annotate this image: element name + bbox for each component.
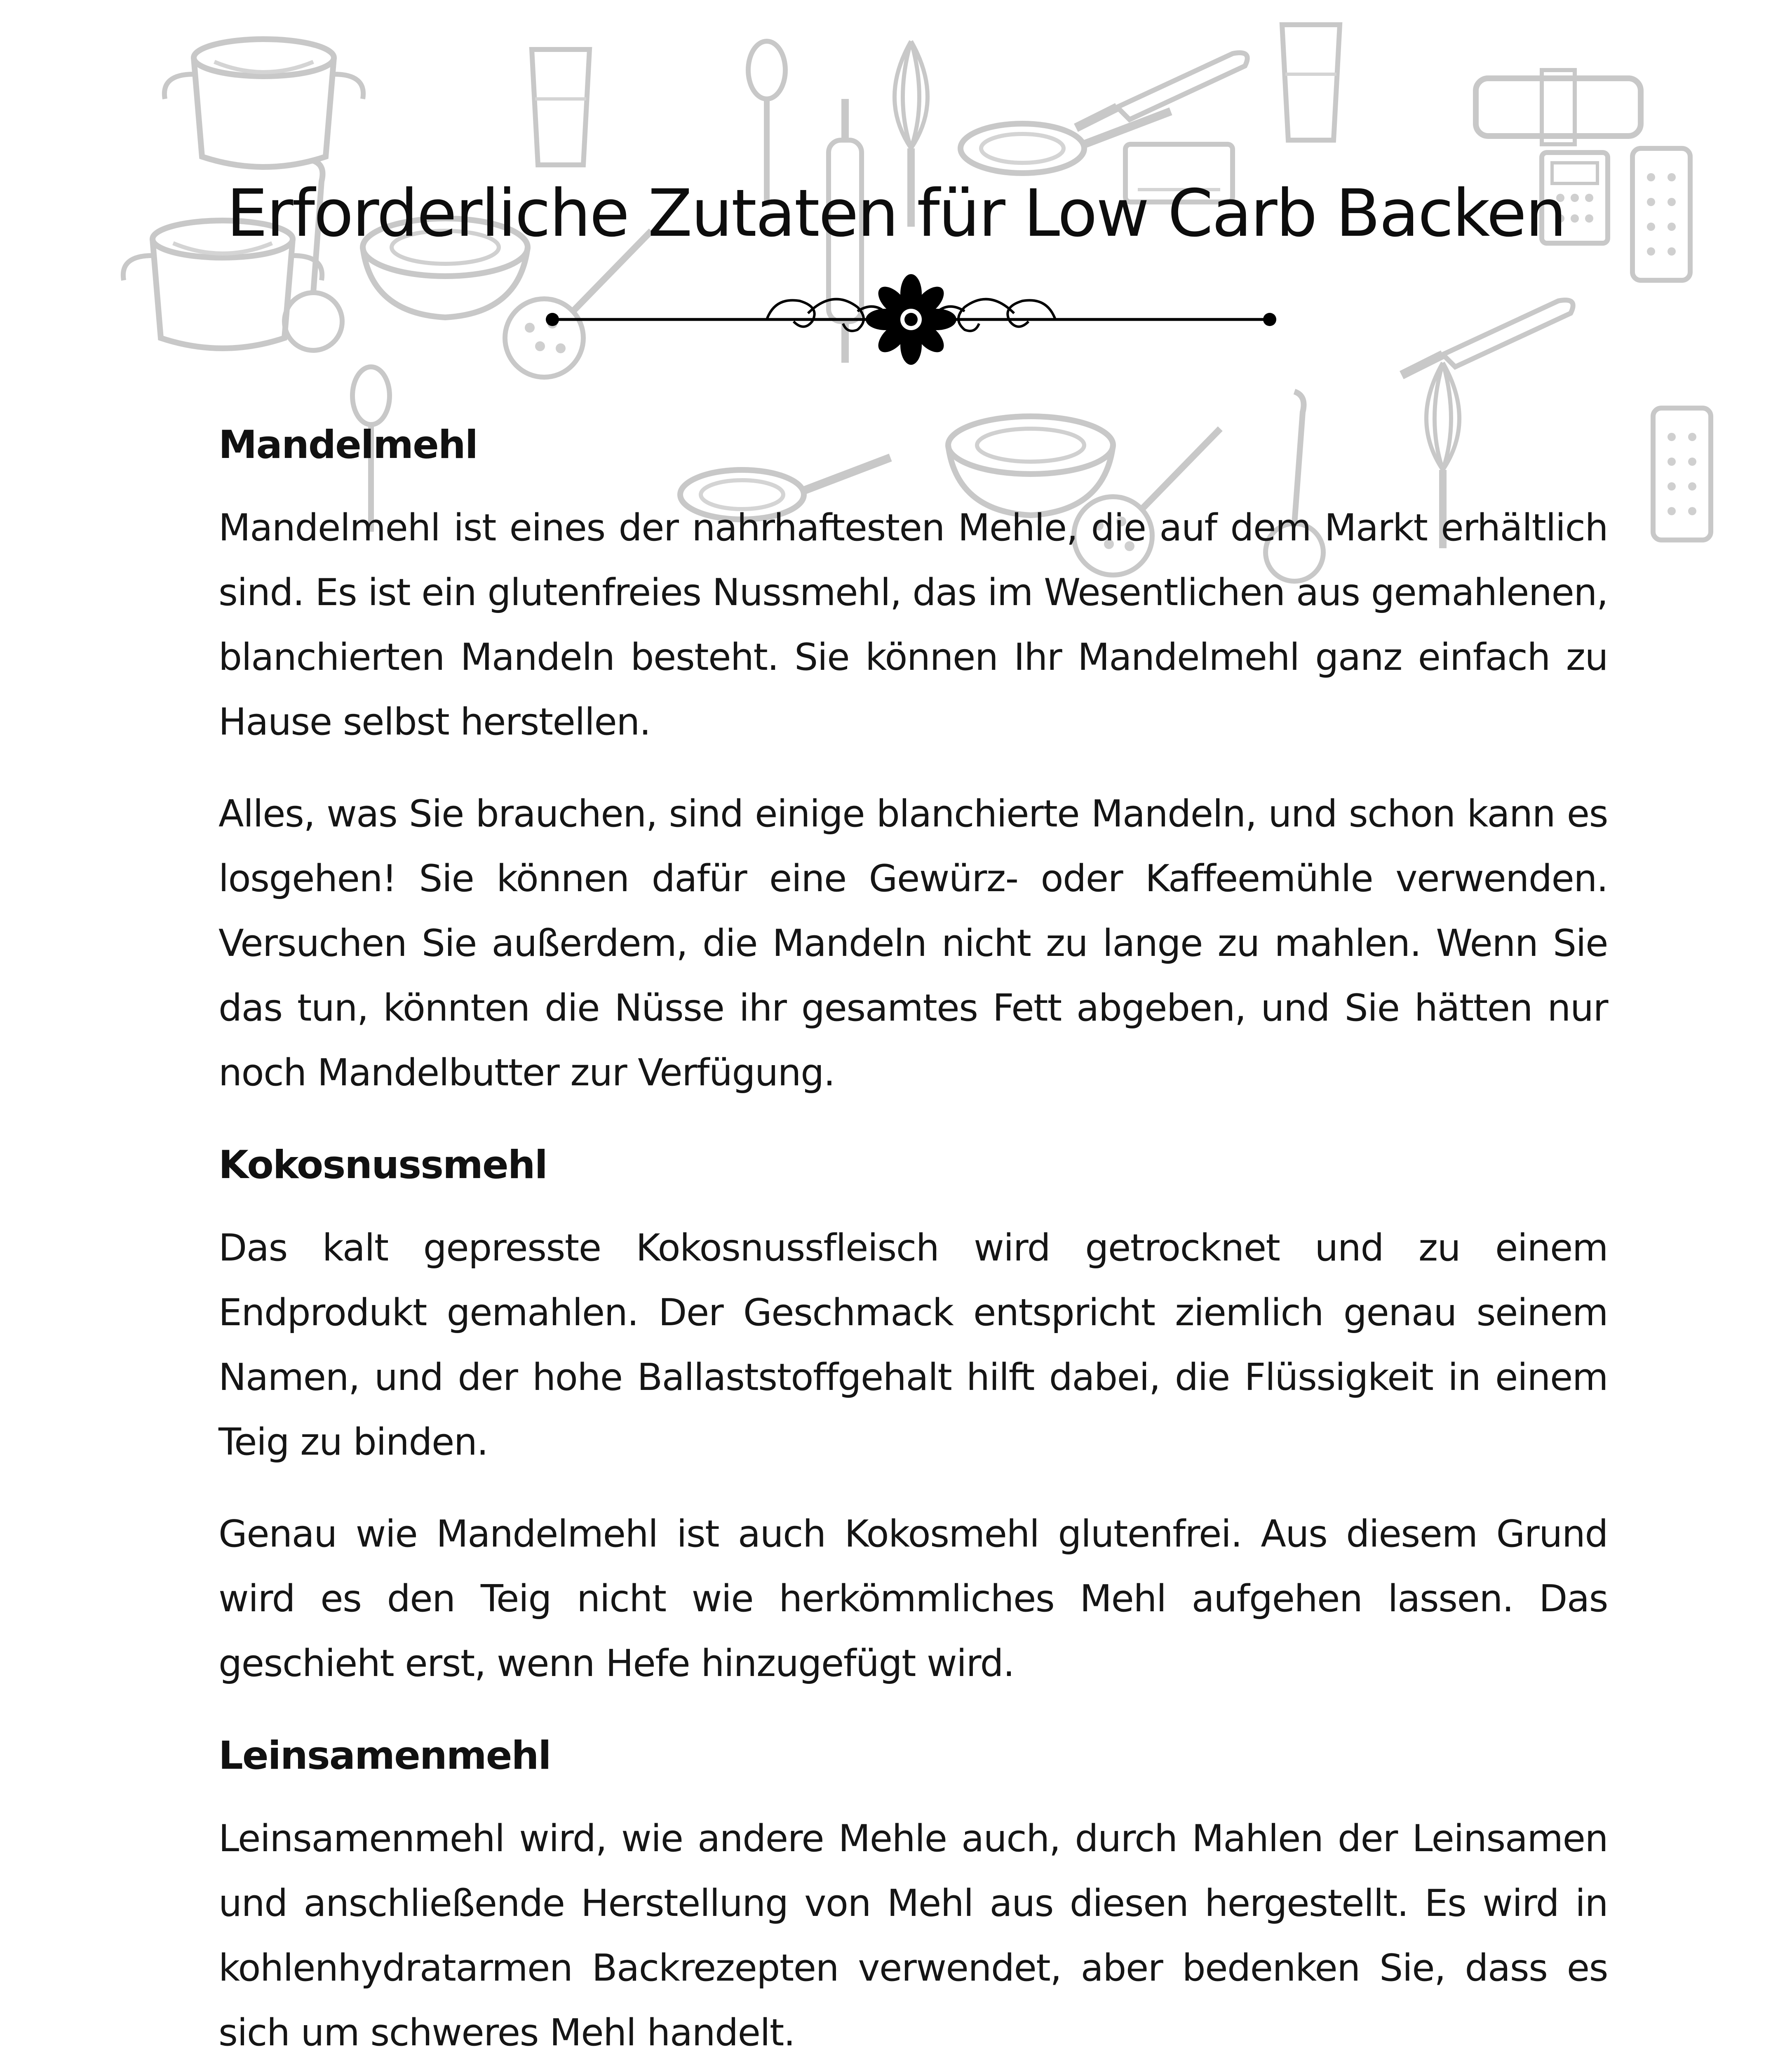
paragraph: Alles, was Sie brauchen, sind einige blanchierte Mandeln, und schon kann es losgehen! Sie können dafür eine Gewürz- oder Kaffeemühle verwenden. Versuchen Sie außerdem, die Mandeln nicht zu lange zu mahlen. Wenn Sie das tun, könnten die Nüsse ihr gesamtes Fett abgeben, und Sie hätten nur noch Mandelbutter zur Verfügung. [218,792,1608,1094]
paragraph: Genau wie Mandelmehl ist auch Kokosmehl glutenfrei. Aus diesem Grund wird es den Teig nicht wie herkömmliches Mehl aufgehen lassen. Das geschieht erst, wenn Hefe hinzugefügt wird. [218,1512,1608,1685]
paragraph: Leinsamenmehl wird, wie andere Mehle auch, durch Mahlen der Leinsamen und anschließende Herstellung von Mehl aus diesen hergestellt. Es wird in kohlenhydratarmen Backrezepten verwendet, aber bedenken Sie, dass es sich um schweres Mehl handelt. [218,1817,1608,2054]
section-heading: Kokosnussmehl [218,1143,547,1188]
section-heading: Mandelmehl [218,423,477,467]
section-leinsamenmehl [218,1723,1608,2061]
main-content [218,412,1608,2061]
page-title: Erforderliche Zutaten für Low Carb Backen [226,176,1566,251]
paragraph: Das kalt gepresste Kokosnussfleisch wird getrocknet und zu einem Endprodukt gemahlen. Der Geschmack entspricht ziemlich genau seinem Namen, und der hohe Ballaststoffgehalt hilft dabei, die Flüssigkeit in einem Teig zu binden. [218,1226,1608,1464]
flourish-divider-icon [544,272,1278,367]
paragraph: Mandelmehl ist eines der nahrhaftesten Mehle, die auf dem Markt erhältlich sind. Es ist ein glutenfreies Nussmehl, das im Wesentlichen aus gemahlenen, blanchierten Mandeln besteht. Sie können Ihr Mandelmehl ganz einfach zu Hause selbst herstellen. [218,506,1608,744]
section-heading: Leinsamenmehl [218,1733,551,1778]
section-mandelmehl [218,412,1608,1105]
section-kokosnussmehl [218,1132,1608,1696]
